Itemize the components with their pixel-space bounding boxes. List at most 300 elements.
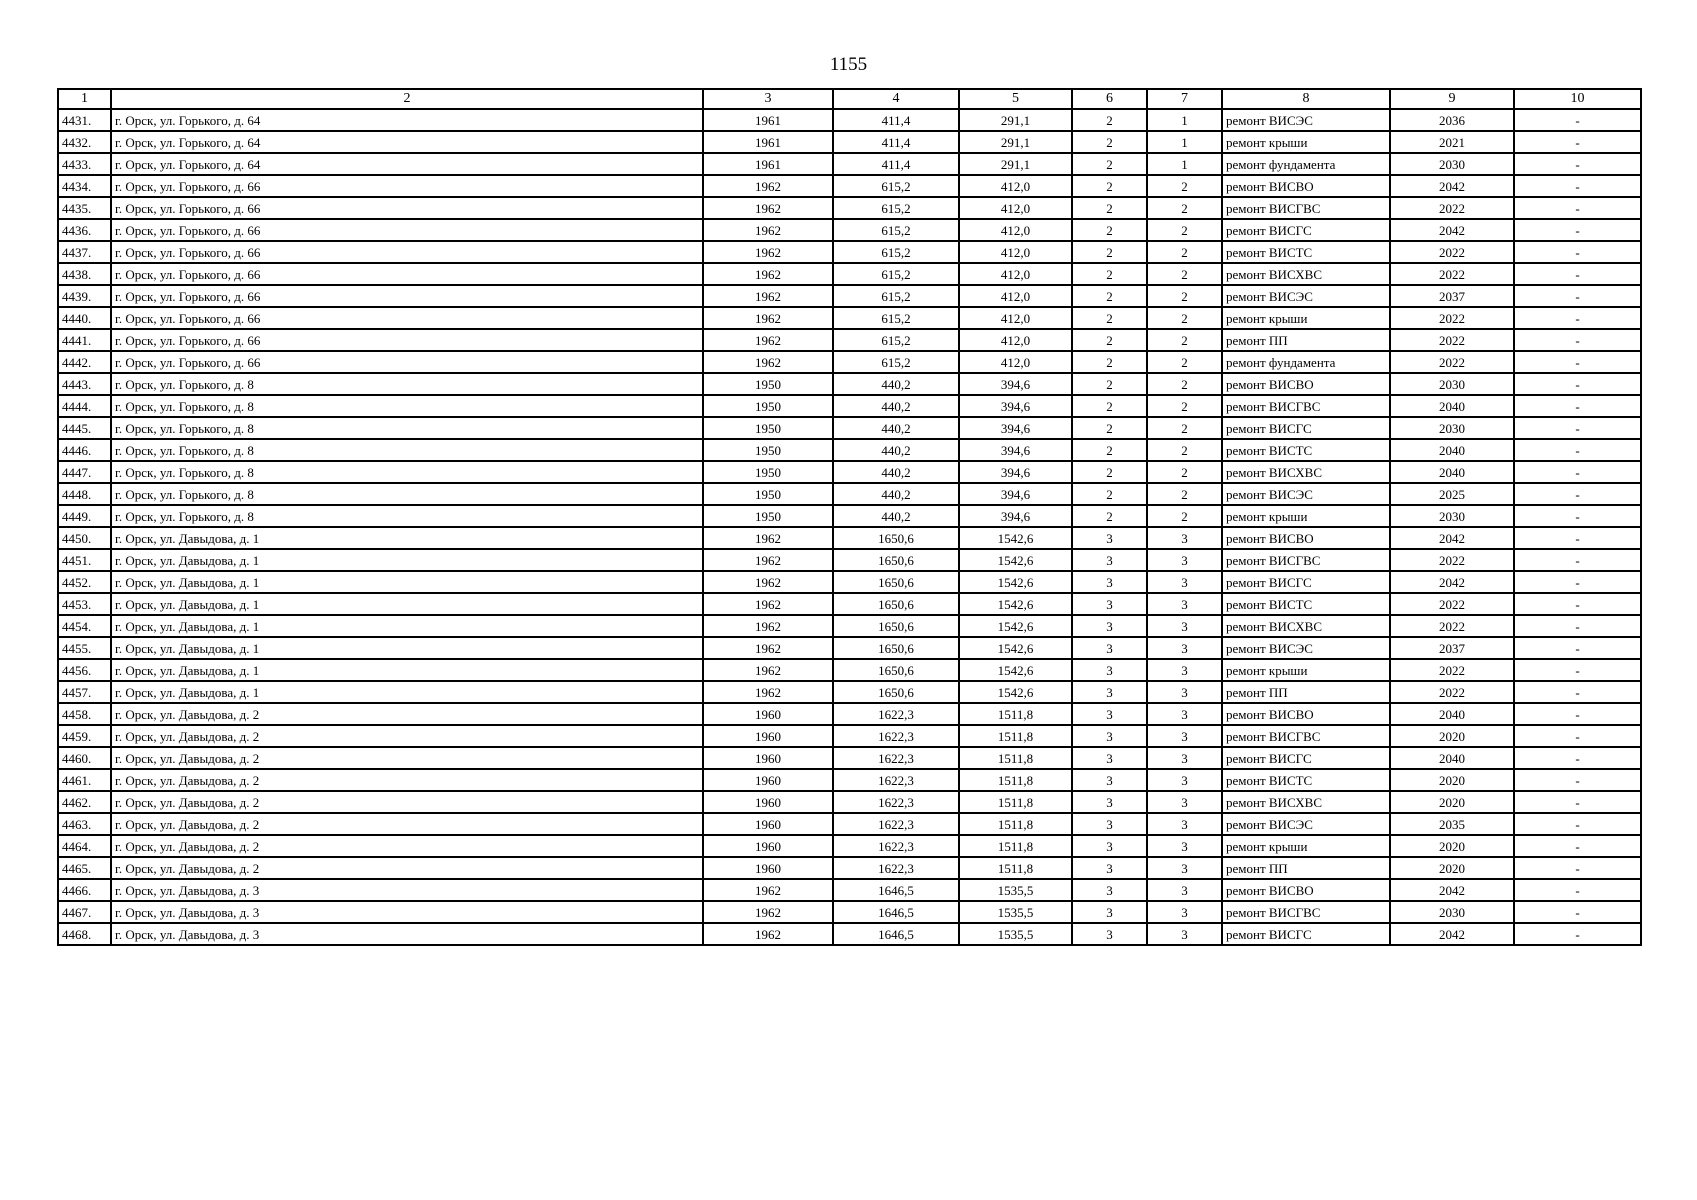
floors-cell: 2: [1072, 263, 1147, 285]
address-cell: г. Орск, ул. Горького, д. 8: [111, 373, 703, 395]
floors-cell: 3: [1072, 901, 1147, 923]
year-built-cell: 1962: [703, 615, 833, 637]
floors-cell: 2: [1072, 373, 1147, 395]
note-cell: -: [1514, 857, 1641, 879]
note-cell: -: [1514, 549, 1641, 571]
total-area-cell: 411,4: [833, 153, 959, 175]
planned-year-cell: 2021: [1390, 131, 1514, 153]
row-number-cell: 4436.: [58, 219, 111, 241]
address-cell: г. Орск, ул. Давыдова, д. 1: [111, 615, 703, 637]
entrances-cell: 3: [1147, 879, 1222, 901]
note-cell: -: [1514, 725, 1641, 747]
address-cell: г. Орск, ул. Давыдова, д. 2: [111, 813, 703, 835]
entrances-cell: 3: [1147, 923, 1222, 945]
address-cell: г. Орск, ул. Горького, д. 8: [111, 417, 703, 439]
floors-cell: 3: [1072, 835, 1147, 857]
note-cell: -: [1514, 703, 1641, 725]
row-number-cell: 4453.: [58, 593, 111, 615]
planned-year-cell: 2042: [1390, 527, 1514, 549]
planned-year-cell: 2022: [1390, 549, 1514, 571]
row-number-cell: 4455.: [58, 637, 111, 659]
row-number-cell: 4431.: [58, 109, 111, 131]
table-row: [58, 307, 1641, 329]
table-row: [58, 461, 1641, 483]
total-area-cell: 615,2: [833, 351, 959, 373]
year-built-cell: 1962: [703, 637, 833, 659]
total-area-cell: 440,2: [833, 395, 959, 417]
year-built-cell: 1961: [703, 153, 833, 175]
planned-year-cell: 2030: [1390, 153, 1514, 175]
address-cell: г. Орск, ул. Горького, д. 66: [111, 263, 703, 285]
year-built-cell: 1962: [703, 571, 833, 593]
year-built-cell: 1960: [703, 813, 833, 835]
table-row: [58, 241, 1641, 263]
floors-cell: 3: [1072, 527, 1147, 549]
work-type-cell: ремонт ВИСГВС: [1222, 725, 1390, 747]
total-area-cell: 1646,5: [833, 901, 959, 923]
work-type-cell: ремонт ВИСТС: [1222, 769, 1390, 791]
column-header: 7: [1147, 89, 1222, 109]
year-built-cell: 1950: [703, 417, 833, 439]
work-type-cell: ремонт фундамента: [1222, 153, 1390, 175]
work-type-cell: ремонт ВИСТС: [1222, 241, 1390, 263]
table-row: [58, 373, 1641, 395]
total-area-cell: 1622,3: [833, 835, 959, 857]
address-cell: г. Орск, ул. Давыдова, д. 2: [111, 747, 703, 769]
total-area-cell: 1622,3: [833, 703, 959, 725]
table-row: [58, 879, 1641, 901]
table-row: [58, 571, 1641, 593]
header-row: [58, 89, 1641, 109]
work-type-cell: ремонт ВИСВО: [1222, 175, 1390, 197]
table-row: [58, 439, 1641, 461]
table-row: [58, 527, 1641, 549]
total-area-cell: 1622,3: [833, 813, 959, 835]
note-cell: -: [1514, 175, 1641, 197]
address-cell: г. Орск, ул. Горького, д. 64: [111, 153, 703, 175]
total-area-cell: 1650,6: [833, 527, 959, 549]
note-cell: -: [1514, 439, 1641, 461]
work-type-cell: ремонт ВИСТС: [1222, 593, 1390, 615]
entrances-cell: 2: [1147, 395, 1222, 417]
living-area-cell: 1542,6: [959, 571, 1072, 593]
planned-year-cell: 2022: [1390, 593, 1514, 615]
address-cell: г. Орск, ул. Давыдова, д. 2: [111, 835, 703, 857]
year-built-cell: 1962: [703, 923, 833, 945]
entrances-cell: 3: [1147, 725, 1222, 747]
column-header: 5: [959, 89, 1072, 109]
living-area-cell: 394,6: [959, 483, 1072, 505]
floors-cell: 2: [1072, 109, 1147, 131]
work-type-cell: ремонт крыши: [1222, 505, 1390, 527]
table-row: [58, 263, 1641, 285]
floors-cell: 2: [1072, 307, 1147, 329]
note-cell: -: [1514, 593, 1641, 615]
floors-cell: 3: [1072, 571, 1147, 593]
work-type-cell: ремонт ПП: [1222, 681, 1390, 703]
note-cell: -: [1514, 879, 1641, 901]
floors-cell: 3: [1072, 725, 1147, 747]
year-built-cell: 1962: [703, 549, 833, 571]
floors-cell: 2: [1072, 175, 1147, 197]
table-row: [58, 175, 1641, 197]
planned-year-cell: 2022: [1390, 263, 1514, 285]
table-row: [58, 901, 1641, 923]
note-cell: -: [1514, 109, 1641, 131]
row-number-cell: 4460.: [58, 747, 111, 769]
living-area-cell: 394,6: [959, 505, 1072, 527]
work-type-cell: ремонт ВИСЭС: [1222, 285, 1390, 307]
table-row: [58, 791, 1641, 813]
note-cell: -: [1514, 571, 1641, 593]
work-type-cell: ремонт ВИСВО: [1222, 373, 1390, 395]
floors-cell: 2: [1072, 417, 1147, 439]
year-built-cell: 1960: [703, 835, 833, 857]
entrances-cell: 3: [1147, 571, 1222, 593]
year-built-cell: 1962: [703, 659, 833, 681]
note-cell: -: [1514, 263, 1641, 285]
work-type-cell: ремонт ВИСХВС: [1222, 263, 1390, 285]
entrances-cell: 2: [1147, 417, 1222, 439]
note-cell: -: [1514, 395, 1641, 417]
planned-year-cell: 2040: [1390, 439, 1514, 461]
address-cell: г. Орск, ул. Давыдова, д. 2: [111, 769, 703, 791]
total-area-cell: 1650,6: [833, 615, 959, 637]
row-number-cell: 4458.: [58, 703, 111, 725]
year-built-cell: 1950: [703, 483, 833, 505]
planned-year-cell: 2042: [1390, 175, 1514, 197]
entrances-cell: 2: [1147, 505, 1222, 527]
planned-year-cell: 2020: [1390, 725, 1514, 747]
note-cell: -: [1514, 197, 1641, 219]
table-row: [58, 923, 1641, 945]
work-type-cell: ремонт ВИСГС: [1222, 219, 1390, 241]
total-area-cell: 1650,6: [833, 637, 959, 659]
column-header: 4: [833, 89, 959, 109]
table-row: [58, 637, 1641, 659]
note-cell: -: [1514, 659, 1641, 681]
total-area-cell: 615,2: [833, 285, 959, 307]
entrances-cell: 2: [1147, 285, 1222, 307]
entrances-cell: 3: [1147, 549, 1222, 571]
planned-year-cell: 2030: [1390, 505, 1514, 527]
floors-cell: 2: [1072, 285, 1147, 307]
address-cell: г. Орск, ул. Давыдова, д. 2: [111, 791, 703, 813]
note-cell: -: [1514, 131, 1641, 153]
note-cell: -: [1514, 527, 1641, 549]
table-row: [58, 725, 1641, 747]
table-row: [58, 351, 1641, 373]
floors-cell: 2: [1072, 329, 1147, 351]
work-type-cell: ремонт ВИСВО: [1222, 879, 1390, 901]
table-row: [58, 593, 1641, 615]
entrances-cell: 2: [1147, 263, 1222, 285]
work-type-cell: ремонт фундамента: [1222, 351, 1390, 373]
year-built-cell: 1960: [703, 725, 833, 747]
planned-year-cell: 2035: [1390, 813, 1514, 835]
floors-cell: 3: [1072, 769, 1147, 791]
work-type-cell: ремонт ВИСГС: [1222, 571, 1390, 593]
row-number-cell: 4434.: [58, 175, 111, 197]
row-number-cell: 4445.: [58, 417, 111, 439]
note-cell: -: [1514, 219, 1641, 241]
planned-year-cell: 2020: [1390, 769, 1514, 791]
living-area-cell: 412,0: [959, 263, 1072, 285]
floors-cell: 3: [1072, 923, 1147, 945]
note-cell: -: [1514, 835, 1641, 857]
year-built-cell: 1960: [703, 857, 833, 879]
planned-year-cell: 2022: [1390, 307, 1514, 329]
year-built-cell: 1962: [703, 527, 833, 549]
living-area-cell: 1535,5: [959, 901, 1072, 923]
work-type-cell: ремонт ВИСЭС: [1222, 637, 1390, 659]
floors-cell: 2: [1072, 241, 1147, 263]
planned-year-cell: 2030: [1390, 901, 1514, 923]
living-area-cell: 1542,6: [959, 549, 1072, 571]
planned-year-cell: 2042: [1390, 879, 1514, 901]
work-type-cell: ремонт ВИСГВС: [1222, 197, 1390, 219]
planned-year-cell: 2037: [1390, 637, 1514, 659]
floors-cell: 3: [1072, 637, 1147, 659]
floors-cell: 3: [1072, 791, 1147, 813]
planned-year-cell: 2022: [1390, 351, 1514, 373]
address-cell: г. Орск, ул. Горького, д. 66: [111, 329, 703, 351]
floors-cell: 2: [1072, 483, 1147, 505]
floors-cell: 2: [1072, 395, 1147, 417]
planned-year-cell: 2040: [1390, 461, 1514, 483]
table-row: [58, 153, 1641, 175]
work-type-cell: ремонт ВИСВО: [1222, 703, 1390, 725]
address-cell: г. Орск, ул. Горького, д. 66: [111, 197, 703, 219]
entrances-cell: 3: [1147, 747, 1222, 769]
entrances-cell: 1: [1147, 109, 1222, 131]
entrances-cell: 3: [1147, 857, 1222, 879]
table-row: [58, 615, 1641, 637]
column-header: 2: [111, 89, 703, 109]
year-built-cell: 1962: [703, 241, 833, 263]
entrances-cell: 3: [1147, 659, 1222, 681]
living-area-cell: 1511,8: [959, 813, 1072, 835]
year-built-cell: 1950: [703, 439, 833, 461]
living-area-cell: 1542,6: [959, 681, 1072, 703]
planned-year-cell: 2040: [1390, 747, 1514, 769]
row-number-cell: 4468.: [58, 923, 111, 945]
year-built-cell: 1962: [703, 593, 833, 615]
floors-cell: 2: [1072, 461, 1147, 483]
address-cell: г. Орск, ул. Давыдова, д. 1: [111, 571, 703, 593]
planned-year-cell: 2030: [1390, 417, 1514, 439]
year-built-cell: 1960: [703, 769, 833, 791]
entrances-cell: 3: [1147, 769, 1222, 791]
total-area-cell: 1646,5: [833, 879, 959, 901]
row-number-cell: 4440.: [58, 307, 111, 329]
living-area-cell: 412,0: [959, 219, 1072, 241]
note-cell: -: [1514, 285, 1641, 307]
entrances-cell: 2: [1147, 197, 1222, 219]
floors-cell: 3: [1072, 615, 1147, 637]
living-area-cell: 394,6: [959, 439, 1072, 461]
living-area-cell: 1511,8: [959, 725, 1072, 747]
table-row: [58, 329, 1641, 351]
total-area-cell: 615,2: [833, 263, 959, 285]
table-row: [58, 219, 1641, 241]
row-number-cell: 4466.: [58, 879, 111, 901]
total-area-cell: 1650,6: [833, 593, 959, 615]
work-type-cell: ремонт крыши: [1222, 307, 1390, 329]
column-header: 10: [1514, 89, 1641, 109]
note-cell: -: [1514, 241, 1641, 263]
address-cell: г. Орск, ул. Горького, д. 8: [111, 439, 703, 461]
total-area-cell: 440,2: [833, 417, 959, 439]
note-cell: -: [1514, 615, 1641, 637]
work-type-cell: ремонт ПП: [1222, 857, 1390, 879]
row-number-cell: 4438.: [58, 263, 111, 285]
floors-cell: 2: [1072, 219, 1147, 241]
table-row: [58, 285, 1641, 307]
note-cell: -: [1514, 373, 1641, 395]
registry-table: [57, 88, 1642, 946]
work-type-cell: ремонт ВИСГС: [1222, 923, 1390, 945]
total-area-cell: 615,2: [833, 329, 959, 351]
table-row: [58, 769, 1641, 791]
year-built-cell: 1960: [703, 747, 833, 769]
note-cell: -: [1514, 461, 1641, 483]
address-cell: г. Орск, ул. Давыдова, д. 3: [111, 923, 703, 945]
living-area-cell: 394,6: [959, 373, 1072, 395]
note-cell: -: [1514, 923, 1641, 945]
living-area-cell: 1542,6: [959, 527, 1072, 549]
planned-year-cell: 2040: [1390, 395, 1514, 417]
table-row: [58, 417, 1641, 439]
living-area-cell: 412,0: [959, 307, 1072, 329]
floors-cell: 3: [1072, 549, 1147, 571]
work-type-cell: ремонт ВИСГС: [1222, 417, 1390, 439]
address-cell: г. Орск, ул. Давыдова, д. 3: [111, 879, 703, 901]
entrances-cell: 2: [1147, 175, 1222, 197]
entrances-cell: 2: [1147, 219, 1222, 241]
entrances-cell: 3: [1147, 527, 1222, 549]
planned-year-cell: 2025: [1390, 483, 1514, 505]
row-number-cell: 4457.: [58, 681, 111, 703]
address-cell: г. Орск, ул. Давыдова, д. 1: [111, 549, 703, 571]
planned-year-cell: 2022: [1390, 329, 1514, 351]
living-area-cell: 1511,8: [959, 835, 1072, 857]
work-type-cell: ремонт ВИСГВС: [1222, 549, 1390, 571]
table-row: [58, 747, 1641, 769]
row-number-cell: 4442.: [58, 351, 111, 373]
total-area-cell: 1622,3: [833, 725, 959, 747]
work-type-cell: ремонт ВИСГВС: [1222, 395, 1390, 417]
living-area-cell: 412,0: [959, 351, 1072, 373]
year-built-cell: 1962: [703, 307, 833, 329]
note-cell: -: [1514, 351, 1641, 373]
work-type-cell: ремонт ВИСХВС: [1222, 461, 1390, 483]
living-area-cell: 394,6: [959, 395, 1072, 417]
row-number-cell: 4463.: [58, 813, 111, 835]
note-cell: -: [1514, 747, 1641, 769]
planned-year-cell: 2042: [1390, 219, 1514, 241]
note-cell: -: [1514, 681, 1641, 703]
entrances-cell: 2: [1147, 329, 1222, 351]
table-row: [58, 483, 1641, 505]
table-row: [58, 505, 1641, 527]
total-area-cell: 411,4: [833, 109, 959, 131]
entrances-cell: 2: [1147, 241, 1222, 263]
row-number-cell: 4433.: [58, 153, 111, 175]
living-area-cell: 412,0: [959, 285, 1072, 307]
work-type-cell: ремонт ПП: [1222, 329, 1390, 351]
planned-year-cell: 2036: [1390, 109, 1514, 131]
planned-year-cell: 2020: [1390, 791, 1514, 813]
row-number-cell: 4467.: [58, 901, 111, 923]
floors-cell: 3: [1072, 681, 1147, 703]
address-cell: г. Орск, ул. Давыдова, д. 1: [111, 527, 703, 549]
floors-cell: 2: [1072, 131, 1147, 153]
address-cell: г. Орск, ул. Горького, д. 66: [111, 307, 703, 329]
note-cell: -: [1514, 813, 1641, 835]
planned-year-cell: 2022: [1390, 681, 1514, 703]
address-cell: г. Орск, ул. Горького, д. 8: [111, 505, 703, 527]
row-number-cell: 4459.: [58, 725, 111, 747]
living-area-cell: 394,6: [959, 461, 1072, 483]
row-number-cell: 4462.: [58, 791, 111, 813]
living-area-cell: 412,0: [959, 197, 1072, 219]
table-row: [58, 659, 1641, 681]
planned-year-cell: 2022: [1390, 197, 1514, 219]
entrances-cell: 2: [1147, 483, 1222, 505]
work-type-cell: ремонт крыши: [1222, 659, 1390, 681]
year-built-cell: 1962: [703, 285, 833, 307]
note-cell: -: [1514, 791, 1641, 813]
total-area-cell: 615,2: [833, 175, 959, 197]
row-number-cell: 4451.: [58, 549, 111, 571]
total-area-cell: 440,2: [833, 439, 959, 461]
floors-cell: 2: [1072, 153, 1147, 175]
entrances-cell: 3: [1147, 703, 1222, 725]
total-area-cell: 1622,3: [833, 791, 959, 813]
address-cell: г. Орск, ул. Горького, д. 66: [111, 175, 703, 197]
planned-year-cell: 2022: [1390, 615, 1514, 637]
address-cell: г. Орск, ул. Горького, д. 64: [111, 109, 703, 131]
address-cell: г. Орск, ул. Давыдова, д. 2: [111, 725, 703, 747]
total-area-cell: 440,2: [833, 461, 959, 483]
total-area-cell: 615,2: [833, 241, 959, 263]
planned-year-cell: 2040: [1390, 703, 1514, 725]
row-number-cell: 4444.: [58, 395, 111, 417]
entrances-cell: 3: [1147, 637, 1222, 659]
table-row: [58, 835, 1641, 857]
address-cell: г. Орск, ул. Горького, д. 66: [111, 241, 703, 263]
row-number-cell: 4437.: [58, 241, 111, 263]
work-type-cell: ремонт крыши: [1222, 131, 1390, 153]
address-cell: г. Орск, ул. Горького, д. 8: [111, 395, 703, 417]
floors-cell: 3: [1072, 593, 1147, 615]
year-built-cell: 1950: [703, 505, 833, 527]
living-area-cell: 1511,8: [959, 747, 1072, 769]
row-number-cell: 4448.: [58, 483, 111, 505]
work-type-cell: ремонт ВИСХВС: [1222, 791, 1390, 813]
floors-cell: 3: [1072, 747, 1147, 769]
entrances-cell: 3: [1147, 791, 1222, 813]
address-cell: г. Орск, ул. Горького, д. 8: [111, 483, 703, 505]
year-built-cell: 1962: [703, 681, 833, 703]
year-built-cell: 1950: [703, 395, 833, 417]
page-number: 1155: [829, 54, 868, 75]
work-type-cell: ремонт ВИСЭС: [1222, 483, 1390, 505]
column-header: 9: [1390, 89, 1514, 109]
row-number-cell: 4456.: [58, 659, 111, 681]
table-body: [58, 109, 1641, 945]
